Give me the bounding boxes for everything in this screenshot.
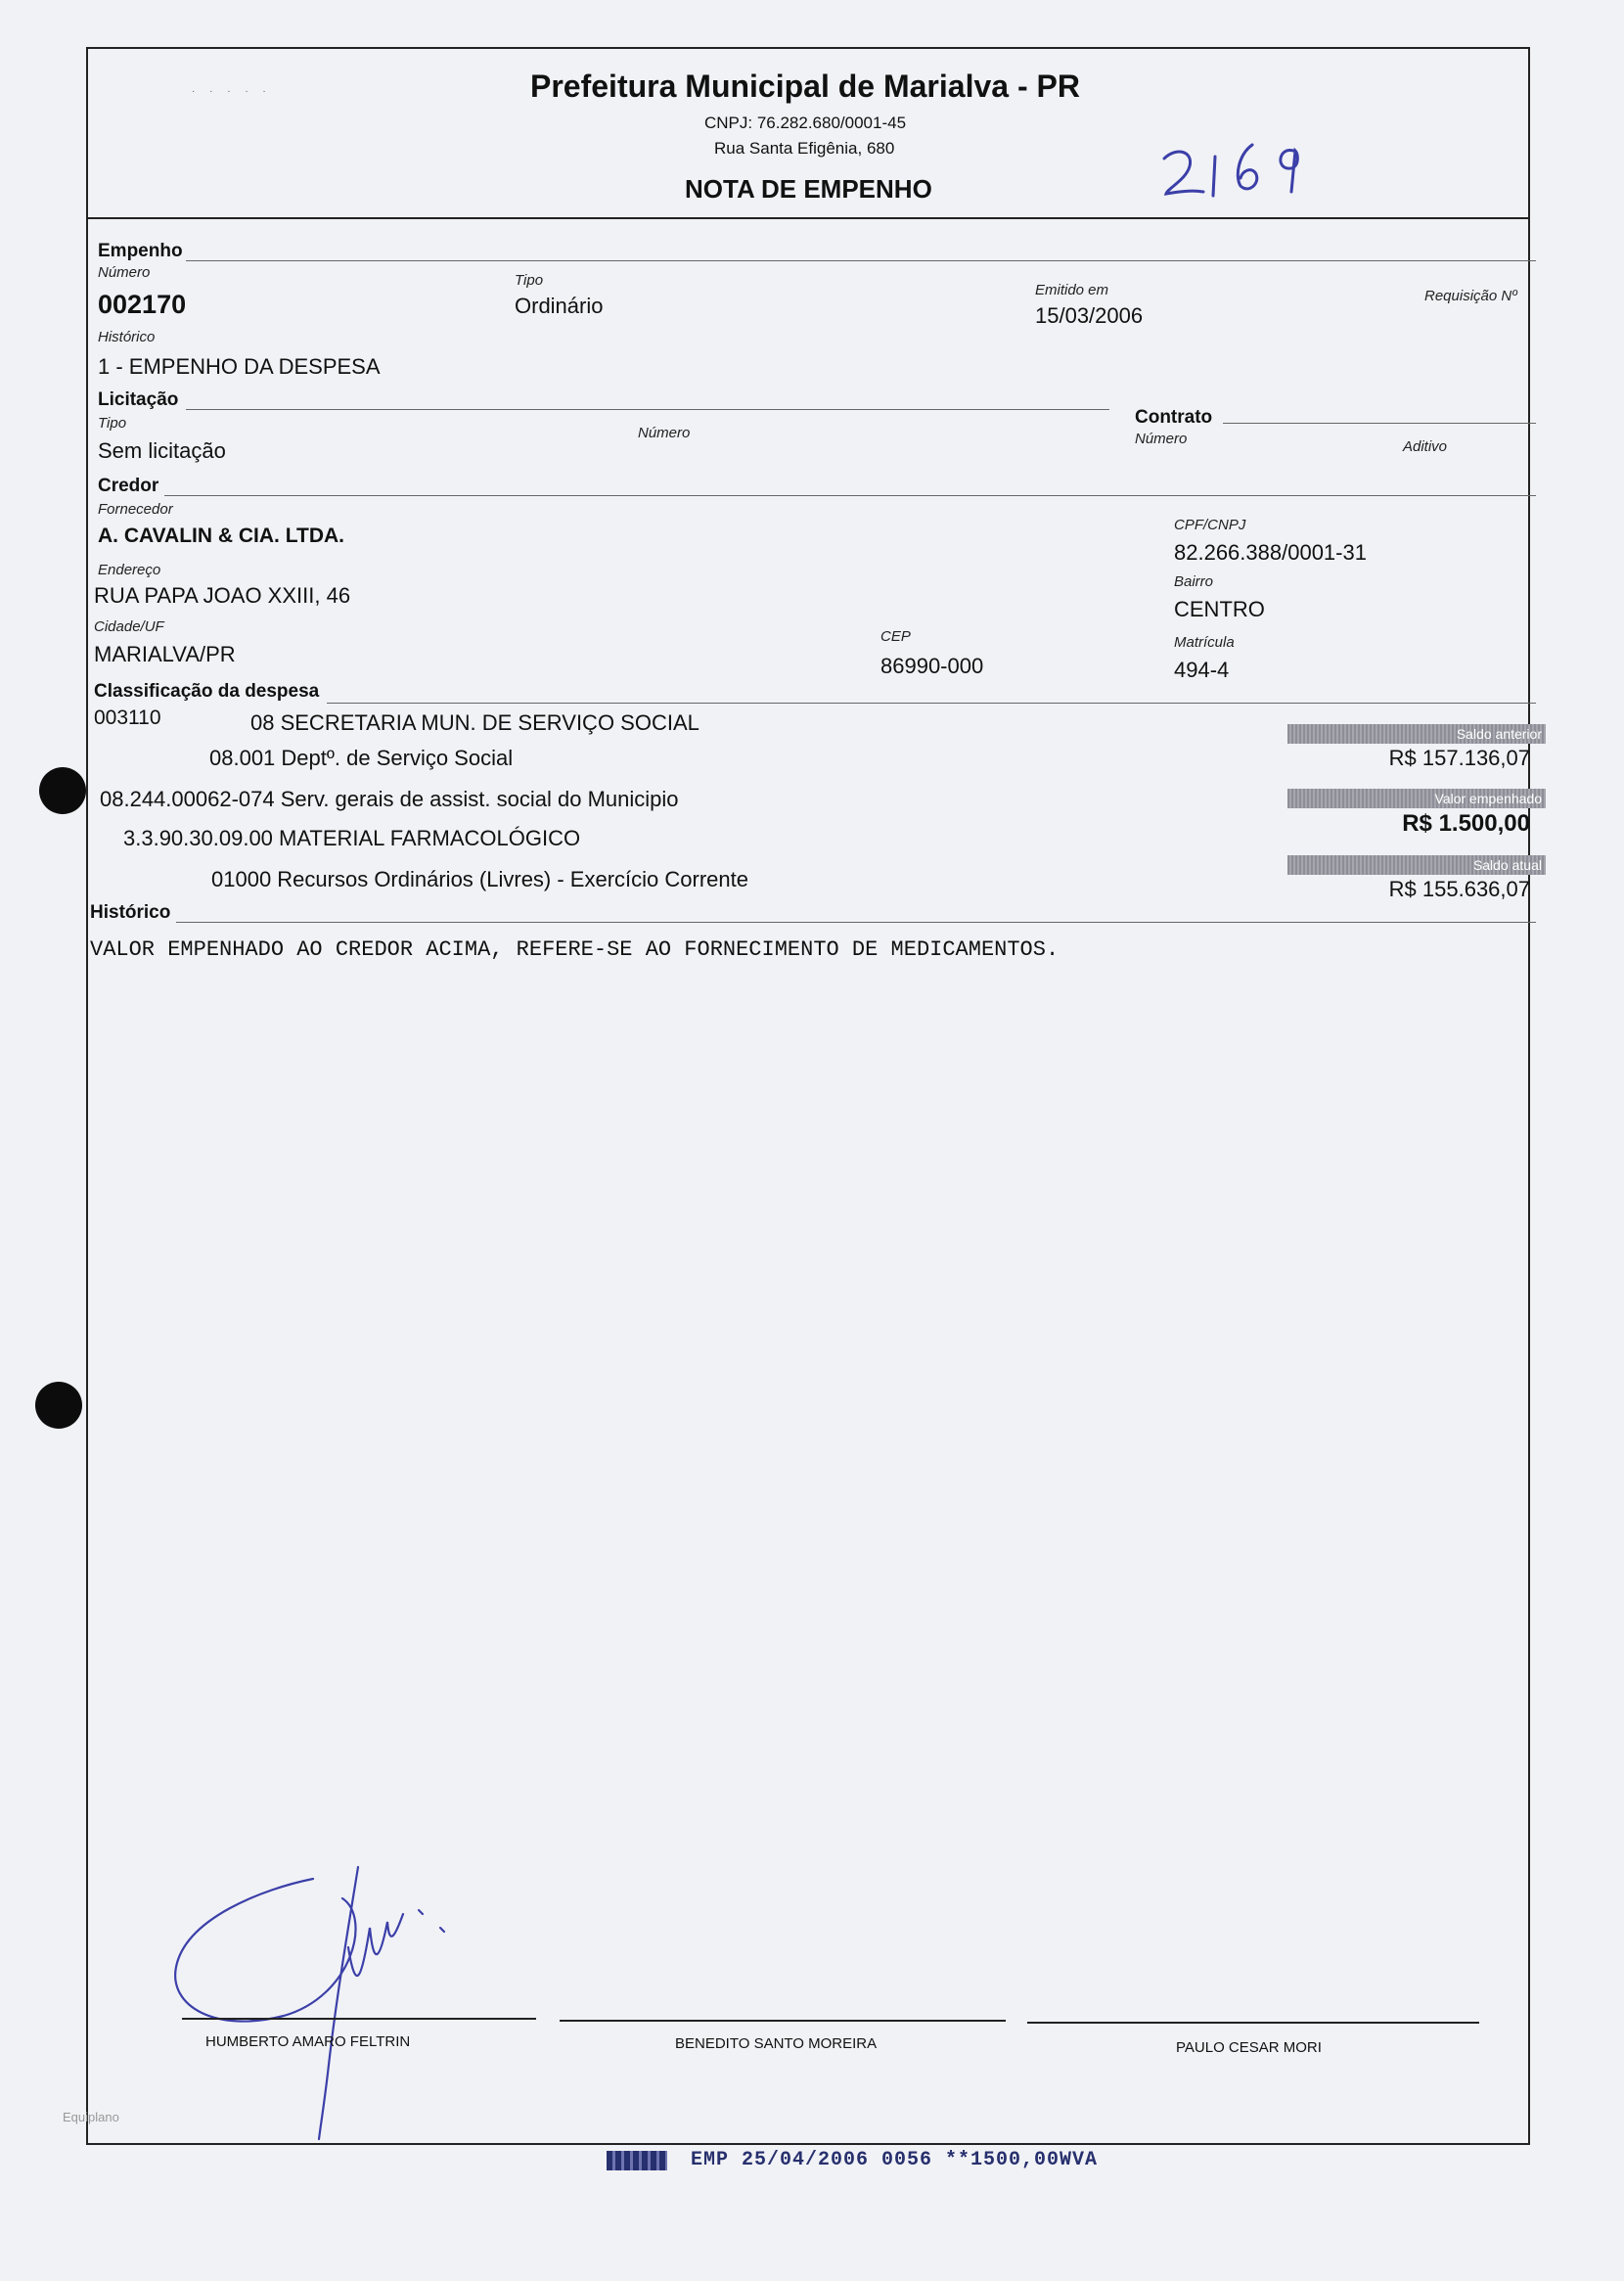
section-empenho: Empenho [98,241,183,261]
licitacao-tipo: Sem licitação [98,438,226,463]
label-emitido: Emitido em [1035,282,1109,298]
empenho-emitido: 15/03/2006 [1035,303,1144,328]
rule-historico [176,922,1536,923]
signature-name-2: BENEDITO SANTO MOREIRA [675,2035,878,2052]
signature-drawing [147,1859,519,2143]
valor-empenhado-label: Valor empenhado [1434,791,1542,806]
credor-cidade-uf: MARIALVA/PR [94,642,236,666]
section-contrato: Contrato [1135,407,1213,428]
label-historico-empenho: Histórico [98,329,156,345]
empenho-tipo: Ordinário [515,294,604,318]
section-licitacao: Licitação [98,389,179,410]
label-bairro: Bairro [1174,573,1214,590]
empenho-numero: 002170 [98,290,187,319]
label-matricula: Matrícula [1174,634,1235,651]
punch-hole-top [39,767,86,814]
software-credit: Equiplano [63,2110,119,2124]
classificacao-fonte: 01000 Recursos Ordinários (Livres) - Exercício Corrente [211,867,748,891]
label-aditivo: Aditivo [1403,438,1448,455]
section-historico: Histórico [90,902,171,923]
label-tipo: Tipo [515,272,544,289]
label-fornecedor: Fornecedor [98,501,173,518]
saldo-atual-label: Saldo atual [1472,857,1542,873]
saldo-anterior-label: Saldo anterior [1456,726,1542,742]
label-cpf-cnpj: CPF/CNPJ [1174,517,1246,533]
rule-classificacao [327,703,1536,704]
document-title: NOTA DE EMPENHO [685,174,932,204]
signature-name-1: HUMBERTO AMARO FELTRIN [205,2033,411,2050]
saldo-atual-bar [1287,855,1546,875]
classificacao-elemento: 3.3.90.30.09.00 MATERIAL FARMACOLÓGICO [123,826,581,850]
section-classificacao: Classificação da despesa [94,681,320,702]
rule-contrato [1223,423,1536,424]
saldo-atual-value: R$ 155.636,07 [1388,877,1530,901]
classificacao-unidade: 08.001 Deptº. de Serviço Social [209,746,514,770]
section-credor: Credor [98,476,159,496]
empenho-historico: 1 - EMPENHO DA DESPESA [98,354,381,379]
label-requisicao: Requisição Nº [1424,288,1517,304]
header-address: Rua Santa Efigênia, 680 [714,139,895,158]
saldo-anterior-value: R$ 157.136,07 [1388,746,1530,770]
classificacao-funcional: 08.244.00062-074 Serv. gerais de assist. social do Municipio [100,787,679,811]
label-endereco: Endereço [98,562,161,578]
credor-cep: 86990-000 [880,654,984,678]
rule-empenho [186,260,1536,261]
label-cidade-uf: Cidade/UF [94,618,164,635]
label-numero: Número [98,264,151,281]
credor-endereco: RUA PAPA JOAO XXIII, 46 [94,583,351,608]
punch-hole-bottom [35,1382,82,1429]
signature-line-2 [560,2020,1006,2022]
credor-matricula: 494-4 [1174,658,1230,682]
rule-credor [164,495,1536,496]
handwritten-number [1154,137,1321,215]
signature-line-1 [182,2018,536,2020]
label-cep: CEP [880,628,911,645]
label-contrato-numero: Número [1135,431,1188,447]
historico-text: VALOR EMPENHADO AO CREDOR ACIMA, REFERE-SE AO FORNECIMENTO DE MEDICAMENTOS. [90,937,1060,962]
label-licitacao-tipo: Tipo [98,415,127,432]
header-cnpj: CNPJ: 76.282.680/0001-45 [704,114,907,132]
page-title: Prefeitura Municipal de Marialva - PR [530,68,1080,104]
saldo-anterior-bar [1287,724,1546,744]
credor-bairro: CENTRO [1174,597,1265,621]
classificacao-code: 003110 [94,707,161,729]
header-divider [86,217,1530,219]
valor-empenhado-bar [1287,789,1546,808]
rule-licitacao [186,409,1109,410]
signature-line-3 [1027,2022,1479,2024]
signature-name-3: PAULO CESAR MORI [1176,2039,1322,2056]
scan-specks: · · · · · [192,86,272,97]
valor-empenhado-value: R$ 1.500,00 [1402,810,1530,837]
label-licitacao-numero: Número [638,425,691,441]
bank-authentication-stamp: EMP 25/04/2006 0056 **1500,00WVA [691,2149,1099,2171]
credor-fornecedor: A. CAVALIN & CIA. LTDA. [98,525,344,547]
bank-logo-icon [607,2151,667,2170]
credor-cpf-cnpj: 82.266.388/0001-31 [1174,540,1367,565]
classificacao-orgao: 08 SECRETARIA MUN. DE SERVIÇO SOCIAL [250,710,699,735]
